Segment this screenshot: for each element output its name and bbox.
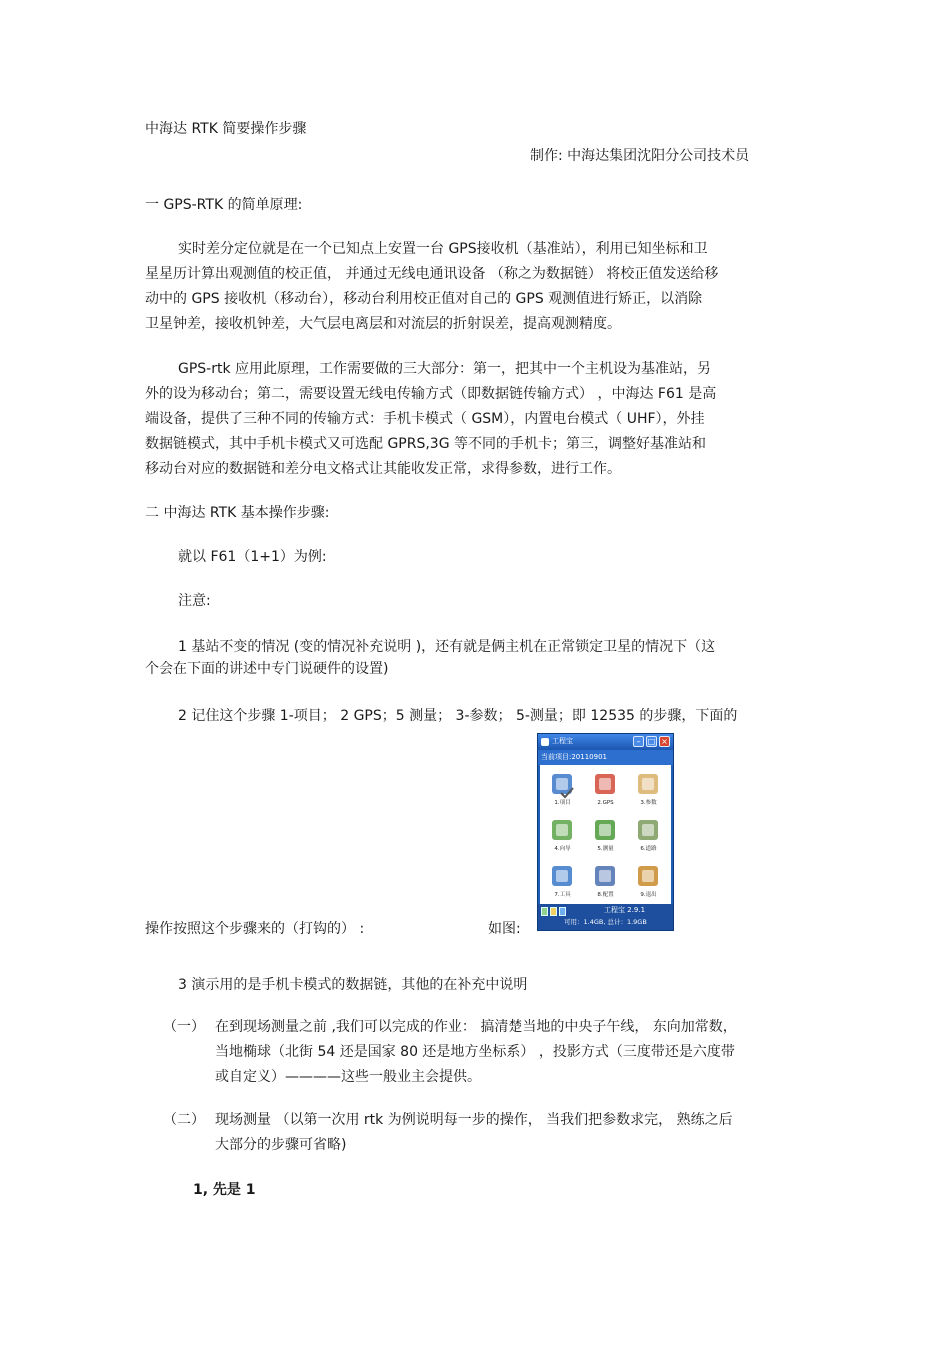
app-logo-icon xyxy=(541,738,549,746)
status-bar xyxy=(538,904,673,930)
step-1: 1, 先是 1 xyxy=(193,1182,256,1198)
item-1-marker: （一） xyxy=(163,1019,205,1035)
note-2-line-1: 2 记住这个步骤 1-项目； 2 GPS；5 测量； 3-参数； 5-测量；即 12535 的步骤，下面的 xyxy=(178,708,738,724)
menu-item-7[interactable] xyxy=(541,858,584,904)
p2-line-4: 数据链模式，其中手机卡模式又可选配 GPRS,3G 等不同的手机卡；第三，调整好基准站和 xyxy=(145,436,707,452)
p1-line-1: 实时差分定位就是在一个已知点上安置一台 GPS接收机（基准站），利用已知坐标和卫 xyxy=(178,241,708,257)
close-icon[interactable]: × xyxy=(659,736,670,747)
menu-item-label: 6.道路 xyxy=(640,846,657,852)
menu-item-label: 3.参数 xyxy=(640,800,657,806)
config-icon xyxy=(592,863,618,889)
p2-line-2: 外的设为移动台；第二，需要设置无线电传输方式（即数据链传输方式） ，中海达 F61 是高 xyxy=(145,386,717,402)
window-title: 工程宝 xyxy=(552,737,573,745)
p2-line-3: 端设备，提供了三种不同的传输方式：手机卡模式（ GSM），内置电台模式（ UHF），外挂 xyxy=(145,411,705,427)
tools-icon xyxy=(549,863,575,889)
menu-item-label: 5.测量 xyxy=(597,846,614,852)
menu-grid xyxy=(540,765,671,904)
battery-icon xyxy=(541,907,548,916)
phone-screenshot xyxy=(537,733,674,931)
menu-item-9[interactable] xyxy=(627,858,670,904)
current-project: 当前项目:20110901 xyxy=(538,750,673,765)
phone-titlebar xyxy=(538,734,673,750)
p1-line-4: 卫星钟差，接收机钟差，大气层电离层和对流层的折射误差，提高观测精度。 xyxy=(145,316,621,332)
menu-item-4[interactable] xyxy=(541,812,584,858)
menu-item-8[interactable] xyxy=(584,858,627,904)
item-1-line-2: 当地椭球（北街 54 还是国家 80 还是地方坐标系） ，投影方式（三度带还是六度带 xyxy=(215,1044,735,1060)
p1-line-2: 星星历计算出观测值的校正值， 并通过无线电通讯设备 （称之为数据链） 将校正值发送给移 xyxy=(145,266,719,282)
menu-item-label: 9.退出 xyxy=(640,892,657,898)
item-2-line-2: 大部分的步骤可省略) xyxy=(215,1137,347,1153)
survey-icon xyxy=(592,817,618,843)
doc-title: 中海达 RTK 简要操作步骤 xyxy=(145,121,307,137)
item-2-marker: （二） xyxy=(163,1112,205,1128)
doc-author: 制作: 中海达集团沈阳分公司技术员 xyxy=(530,148,750,164)
menu-item-label: 2.GPS xyxy=(597,800,614,806)
note-label: 注意: xyxy=(178,593,211,609)
note-3: 3 演示用的是手机卡模式的数据链，其他的在补充中说明 xyxy=(178,977,528,993)
menu-item-label: 4.向导 xyxy=(554,846,571,852)
map-icon xyxy=(635,771,661,797)
p2-line-1: GPS-rtk 应用此原理，工作需要做的三大部分：第一，把其中一个主机设为基准站，另 xyxy=(178,361,712,377)
note-2-line-2: 操作按照这个步骤来的（打钩的） : xyxy=(145,921,365,937)
storage-info: 可用：1.4GB, 总计：1.9GB xyxy=(564,918,647,926)
note-1-line-1: 1 基站不变的情况 (变的情况补充说明 )，还有就是俩主机在正常锁定卫星的情况下（这 xyxy=(178,639,716,655)
checkmark-icon xyxy=(560,787,574,799)
menu-item-label: 8.配置 xyxy=(597,892,614,898)
maximize-icon[interactable]: □ xyxy=(647,737,656,746)
guide-icon xyxy=(549,817,575,843)
menu-item-2[interactable] xyxy=(584,766,627,812)
satellite-icon xyxy=(592,771,618,797)
menu-item-label: 7.工具 xyxy=(554,892,571,898)
item-1-line-1: 在到现场测量之前 ,我们可以完成的作业： 搞清楚当地的中央子午线， 东向加常数， xyxy=(215,1019,737,1035)
menu-item-5[interactable] xyxy=(584,812,627,858)
item-1-line-3: 或自定义）————这些一般业主会提供。 xyxy=(215,1069,481,1085)
menu-item-6[interactable] xyxy=(627,812,670,858)
exit-icon xyxy=(635,863,661,889)
section-1-heading: 一 GPS-RTK 的简单原理: xyxy=(145,197,303,213)
minimize-icon[interactable]: – xyxy=(633,736,644,747)
p2-line-5: 移动台对应的数据链和差分电文格式让其能收发正常，求得参数，进行工作。 xyxy=(145,461,621,477)
item-2-line-1: 现场测量 （以第一次用 rtk 为例说明每一步的操作， 当我们把参数求完， 熟练之后 xyxy=(215,1112,733,1128)
menu-item-3[interactable] xyxy=(627,766,670,812)
menu-item-label: 1.项目 xyxy=(554,800,571,806)
note-1-line-2: 个会在下面的讲述中专门说硬件的设置) xyxy=(145,661,389,677)
app-version: 工程宝 2.9.1 xyxy=(604,906,646,914)
p1-line-3: 动中的 GPS 接收机（移动台），移动台利用校正值对自己的 GPS 观测值进行矫正，以消除 xyxy=(145,291,703,307)
section-2-heading: 二 中海达 RTK 基本操作步骤: xyxy=(145,505,330,521)
keyboard-icon[interactable] xyxy=(559,907,566,916)
road-icon xyxy=(635,817,661,843)
figure-label: 如图: xyxy=(488,921,521,937)
signal-icon xyxy=(550,907,557,916)
example-line: 就以 F61（1+1）为例: xyxy=(178,549,327,565)
